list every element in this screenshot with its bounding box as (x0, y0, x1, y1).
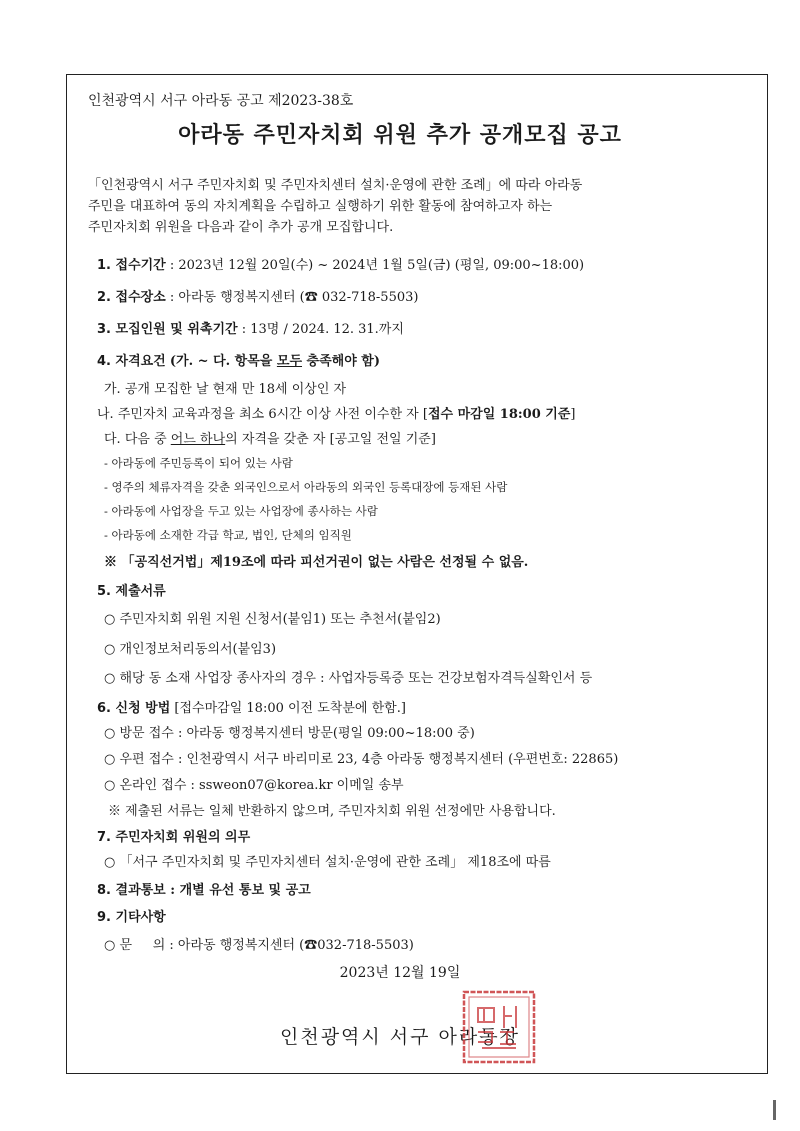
qualification-bullet: - 아라동에 소재한 각급 학교, 법인, 단체의 임직원 (104, 528, 352, 542)
section-1-text: : 2023년 12월 20일(수) ~ 2024년 1월 5일(금) (평일, 09:00~18:00) (165, 258, 585, 273)
qualification-warning: ※ 「공직선거법」제19조에 따라 피선거권이 없는 사람은 선정될 수 없음. (104, 555, 529, 570)
qualification-da-end: 의 자격을 갖춘 자 [공고일 전일 기준] (225, 432, 436, 447)
page-title: 아라동 주민자치회 위원 추가 공개모집 공고 (178, 123, 622, 148)
intro-line: 「인천광역시 서구 주민자치회 및 주민자치센터 설치·운영에 관한 조례」에 따라 아라동 (88, 178, 583, 193)
document-item: ○ 개인정보처리동의서(붙임3) (104, 642, 277, 657)
application-item: ○ 방문 접수 : 아라동 행정복지센터 방문(평일 09:00~18:00 중) (104, 726, 475, 741)
section-6-note: [접수마감일 18:00 이전 도착분에 한함.] (170, 701, 406, 716)
qualification-bullet: - 영주의 체류자격을 갖춘 외국인으로서 아라동의 외국인 등록대장에 등재된 사람 (104, 480, 508, 494)
document-number: 인천광역시 서구 아라동 공고 제2023-38호 (88, 93, 354, 109)
section-7-label: 7. 주민자치회 위원의 의무 (97, 830, 251, 845)
application-footnote: ※ 제출된 서류는 일체 반환하지 않으며, 주민자치회 위원 선정에만 사용합니다. (108, 804, 556, 819)
section-3-text: : 13명 / 2024. 12. 31.까지 (237, 322, 404, 337)
section-6-label: 6. 신청 방법 (97, 701, 171, 716)
inquiry-item: ○ 문 의 : 아라동 행정복지센터 (☎032-718-5503) (104, 938, 414, 953)
duty-item: ○ 「서구 주민자치회 및 주민자치센터 설치·운영에 관한 조례」 제18조에 따름 (104, 855, 551, 870)
qualification-da-text: 다. 다음 중 (104, 432, 171, 447)
intro-line: 주민을 대표하여 동의 자치계획을 수립하고 실행하기 위한 활동에 참여하고자 하는 (88, 199, 553, 214)
intro-line: 주민자치회 위원을 다음과 같이 추가 공개 모집합니다. (88, 220, 394, 235)
intro-paragraph (88, 175, 708, 238)
document-item: ○ 해당 동 소재 사업장 종사자의 경우 : 사업자등록증 또는 건강보험자격득실확인서 등 (104, 671, 593, 686)
qualification-na-emphasis: 접수 마감일 18:00 기준 (427, 407, 571, 422)
section-4-label: 4. 자격요건 (97, 354, 166, 369)
section-2-text: : 아라동 행정복지센터 (☎ 032-718-5503) (165, 290, 419, 305)
qualification-na (97, 403, 576, 422)
qualification-bullet: - 아라동에 주민등록이 되어 있는 사람 (104, 456, 293, 470)
section-8-result (97, 879, 311, 898)
section-9-label: 9. 기타사항 (97, 910, 166, 925)
issuer-name: 인천광역시 서구 아라동장 (280, 1026, 520, 1048)
qualification-na-text: 나. 주민자치 교육과정을 최소 6시간 이상 사전 이수한 자 [ (97, 407, 428, 422)
section-6-application (97, 697, 406, 716)
section-3-recruitment (97, 318, 404, 337)
section-8-label: 8. 결과통보 (97, 883, 166, 898)
section-4-note-end: 충족해야 함) (302, 354, 381, 369)
document-item: ○ 주민자치회 위원 지원 신청서(붙임1) 또는 추천서(붙임2) (104, 612, 441, 627)
scan-edge-mark (773, 1100, 776, 1120)
section-4-qualifications (97, 350, 380, 369)
section-4-note: (가. ~ 다. 항목을 (169, 354, 277, 369)
application-item: ○ 우편 접수 : 인천광역시 서구 바리미로 23, 4층 아라동 행정복지센터 (우편번호: 22865) (104, 752, 619, 767)
section-8-text: : 개별 유선 통보 및 공고 (165, 883, 311, 898)
qualification-da-emphasis: 어느 하나 (170, 432, 226, 447)
section-1-reception-period (97, 254, 584, 273)
application-item: ○ 온라인 접수 : ssweon07@korea.kr 이메일 송부 (104, 778, 404, 793)
section-4-note-emphasis: 모두 (276, 354, 303, 369)
official-seal-icon (460, 988, 538, 1066)
section-2-label: 2. 접수장소 (97, 290, 166, 305)
section-5-label: 5. 제출서류 (97, 584, 166, 599)
notice-date: 2023년 12월 19일 (339, 965, 461, 981)
qualification-bullet: - 아라동에 사업장을 두고 있는 사업장에 종사하는 사람 (104, 504, 378, 518)
qualification-ga: 가. 공개 모집한 날 현재 만 18세 이상인 자 (104, 382, 347, 397)
qualification-da (104, 428, 436, 447)
section-1-label: 1. 접수기간 (97, 258, 166, 273)
section-3-label: 3. 모집인원 및 위촉기간 (97, 322, 238, 337)
section-2-reception-place (97, 286, 418, 305)
qualification-na-end: ] (570, 407, 576, 422)
